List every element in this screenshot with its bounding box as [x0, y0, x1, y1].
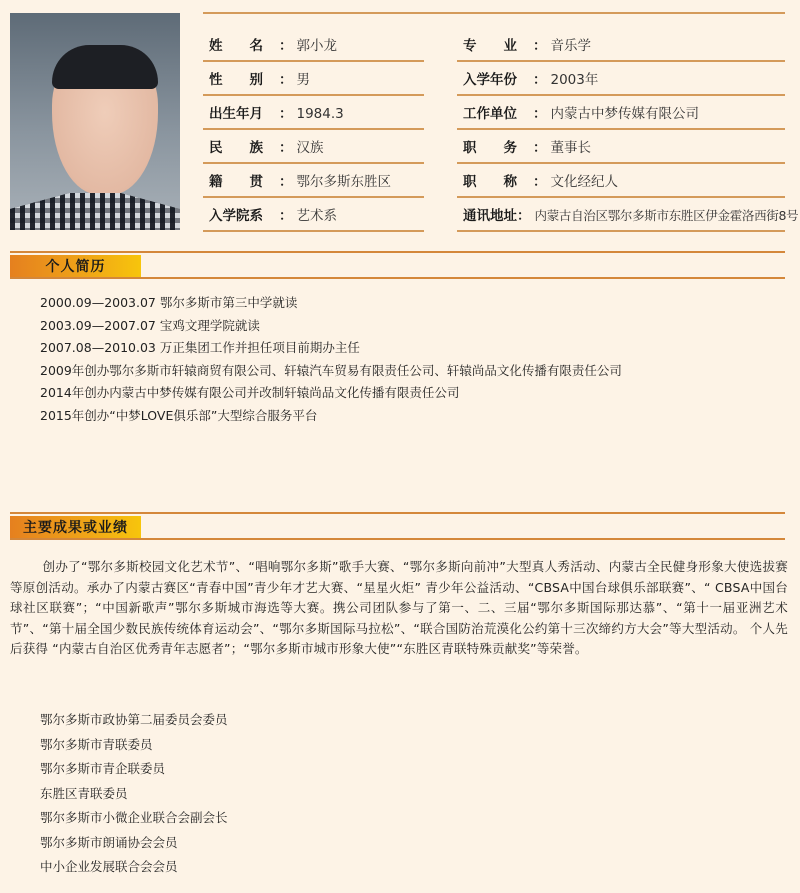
field-value: 2003年 — [550, 72, 599, 88]
resume-item: 2014年创办内蒙古中梦传媒有限公司并改制轩辕尚品文化传播有限责任公司 — [40, 385, 460, 400]
field-value: 鄂尔多斯东胜区 — [296, 174, 391, 190]
field-label: 职 务 — [463, 140, 517, 156]
position-item: 鄂尔多斯市政协第二届委员会委员 — [40, 712, 228, 727]
field-label: 职 称 — [463, 174, 517, 190]
field-value: 1984.3 — [296, 106, 344, 122]
field-label: 入学院系 — [209, 208, 263, 224]
field-label: 入学年份 — [463, 72, 517, 88]
field-value: 男 — [296, 72, 310, 88]
field-address: 通讯地址 ： 内蒙古自治区鄂尔多斯市东胜区伊金霍洛西街8号 — [457, 198, 785, 232]
resume-item: 2000.09—2003.07 鄂尔多斯市第三中学就读 — [40, 295, 298, 310]
profile-fields-right — [457, 14, 799, 232]
field-employer: 工作单位 ： 内蒙古中梦传媒有限公司 — [457, 96, 785, 130]
field-value: 汉族 — [296, 140, 324, 156]
field-label: 性 别 — [209, 72, 263, 88]
resume-item: 2009年创办鄂尔多斯市轩辕商贸有限公司、轩辕汽车贸易有限责任公司、轩辕尚品文化传播有限责任公司 — [40, 362, 622, 378]
field-enroll-year: 入学年份 ： 2003年 — [457, 62, 785, 96]
field-label: 民 族 — [209, 140, 263, 156]
resume-item: 2015年创办“中梦LOVE俱乐部”大型综合服务平台 — [40, 407, 318, 423]
field-value: 艺术系 — [296, 208, 337, 224]
field-label: 专 业 — [463, 38, 517, 54]
field-value: 郭小龙 — [296, 38, 337, 54]
achievements-section-header — [10, 512, 785, 540]
field-title: 职 称 ： 文化经纪人 — [457, 164, 785, 198]
section-title-resume: 个人简历 — [10, 255, 141, 277]
field-label: 籍 贯 — [209, 174, 263, 190]
position-item: 鄂尔多斯市小微企业联合会副会长 — [40, 810, 228, 825]
positions-list — [40, 708, 228, 880]
field-label: 工作单位 — [463, 106, 517, 122]
resume-item: 2003.09—2007.07 宝鸡文理学院就读 — [40, 317, 260, 333]
photo-plaid-shirt — [10, 193, 180, 230]
position-item: 鄂尔多斯市青企联委员 — [40, 761, 166, 776]
field-value: 内蒙古自治区鄂尔多斯市东胜区伊金霍洛西街8号 — [534, 208, 799, 223]
section-title-achievements: 主要成果或业绩 — [10, 516, 141, 538]
position-item: 鄂尔多斯市青联委员 — [40, 736, 153, 752]
field-label: 出生年月 — [209, 106, 263, 122]
field-value: 文化经纪人 — [550, 174, 618, 190]
resume-item: 2007.08—2010.03 万正集团工作并担任项目前期办主任 — [40, 340, 360, 355]
field-value: 内蒙古中梦传媒有限公司 — [550, 106, 699, 122]
position-item: 东胜区青联委员 — [40, 785, 128, 801]
position-item: 中小企业发展联合会会员 — [40, 859, 178, 874]
position-item: 鄂尔多斯市朗诵协会会员 — [40, 834, 178, 850]
resume-list — [40, 292, 622, 427]
achievements-paragraph: 创办了“鄂尔多斯校园文化艺术节”、“唱响鄂尔多斯”歌手大赛、“鄂尔多斯向前冲”大型真人秀活动、内蒙古全民健身形象大使选拔赛等原创活动。承办了内蒙古赛区“青春中国”青少年才艺大赛、“星星火炬” 青少年公益活动、“CBSA中国台球俱乐部联赛”、“ CBSA中国台球社区联赛”；“中国新歌声”鄂尔多斯城市海选等大赛。携公司团队参与了第一、二、三届“鄂尔多斯国际那达慕”、“第十一届亚洲艺术节”、“第十届全国少数民族传统体育运动会”、“鄂尔多斯国际马拉松”、“联合国防治荒漠化公约第十三次缔约方大会”等大型活动。 个人先后获得 “内蒙古自治区优秀青年志愿者”；“鄂尔多斯市城市形象大使”“东胜区青联特殊贡献奖”等荣誉。 — [10, 559, 788, 656]
photo-hair — [52, 45, 158, 89]
profile-fields-left — [203, 14, 424, 232]
field-major: 专 业 ： 音乐学 — [457, 14, 785, 62]
field-ethnicity: 民 族 ： 汉族 — [203, 130, 424, 164]
profile-photo — [10, 13, 180, 230]
field-label: 通讯地址 — [463, 208, 517, 224]
field-label: 姓 名 — [209, 38, 263, 54]
field-birth: 出生年月 ： 1984.3 — [203, 96, 424, 130]
field-value: 董事长 — [550, 140, 591, 156]
field-value: 音乐学 — [550, 38, 591, 54]
field-position: 职 务 ： 董事长 — [457, 130, 785, 164]
field-department: 入学院系 ： 艺术系 — [203, 198, 424, 232]
field-hometown: 籍 贯 ： 鄂尔多斯东胜区 — [203, 164, 424, 198]
field-name: 姓 名 ： 郭小龙 — [203, 14, 424, 62]
field-gender: 性 别 ： 男 — [203, 62, 424, 96]
resume-section-header — [10, 251, 785, 279]
